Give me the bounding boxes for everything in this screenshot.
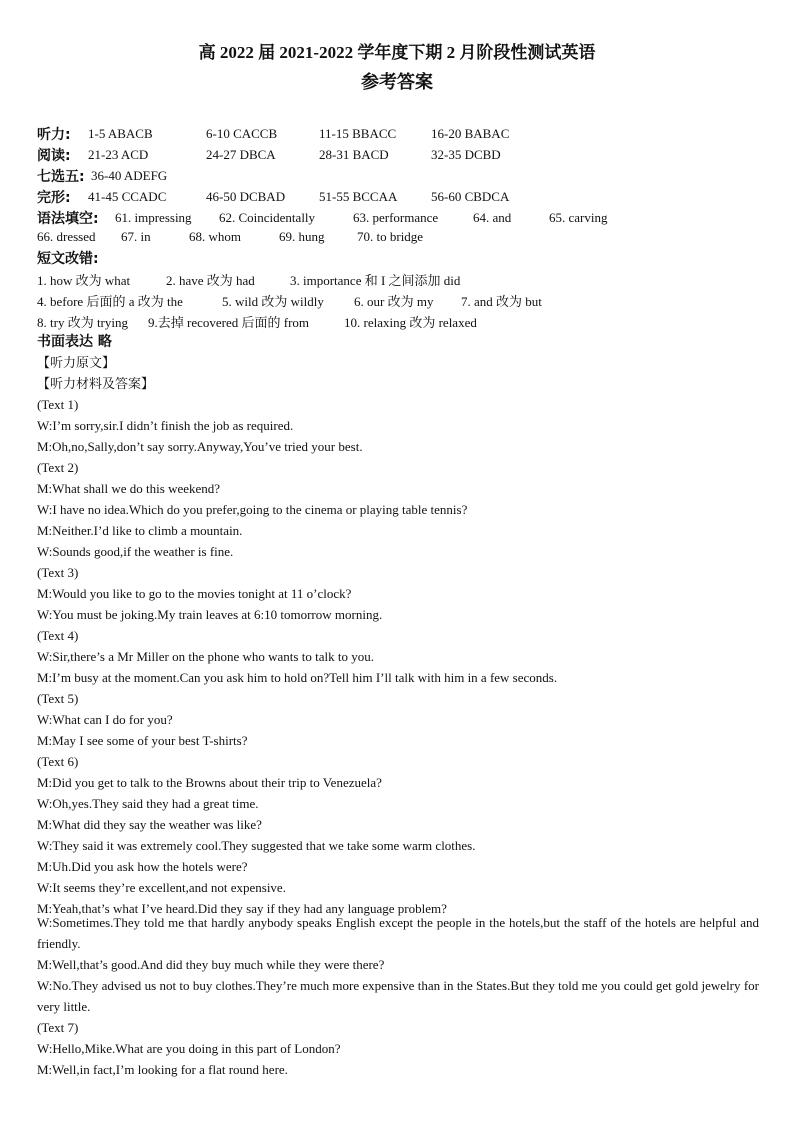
transcript-line: M:Oh,no,Sally,don’t say sorry.Anyway,You’ve tried your best. bbox=[37, 439, 363, 454]
transcript-line: M:Did you get to talk to the Browns about their trip to Venezuela? bbox=[37, 775, 382, 790]
answer-group: 46-50 DCBAD bbox=[206, 189, 286, 204]
transcript-line: (Text 1) bbox=[37, 397, 79, 412]
transcript-line: M:May I see some of your best T-shirts? bbox=[37, 733, 248, 748]
writing-label: 书面表达 略 bbox=[37, 334, 112, 350]
transcript-line: W:You must be joking.My train leaves at 6:10 tomorrow morning. bbox=[37, 607, 383, 622]
transcript-lines bbox=[37, 394, 759, 919]
transcript-line: W:I’m sorry,sir.I didn’t finish the job as required. bbox=[37, 418, 294, 433]
page-title: 高 2022 届 2021-2022 学年度下期 2 月阶段性测试英语 bbox=[198, 43, 596, 62]
transcript-line: M:Well,that’s good.And did they buy much while they were there? bbox=[37, 957, 385, 972]
transcript-line: M:Neither.I’d like to climb a mountain. bbox=[37, 523, 243, 538]
grammar-item: 64. and bbox=[473, 210, 512, 225]
transcript-line: W:Oh,yes.They said they had a great time. bbox=[37, 796, 259, 811]
cloze-label: 完形: bbox=[37, 190, 71, 206]
reading-label: 阅读: bbox=[37, 148, 71, 164]
transcript-line: W:It seems they’re excellent,and not expensive. bbox=[37, 880, 286, 895]
grammar-answers bbox=[37, 208, 99, 228]
transcript-heading: 【听力原文】 bbox=[37, 355, 116, 370]
writing-heading bbox=[37, 331, 112, 351]
answer-group: 1-5 ABACB bbox=[88, 126, 153, 141]
transcript-line: (Text 4) bbox=[37, 628, 79, 643]
answer-group: 21-23 ACD bbox=[88, 147, 149, 162]
correction-item: 7. and 改为 but bbox=[461, 294, 542, 309]
grammar-item: 62. Coincidentally bbox=[219, 210, 316, 225]
transcript-line: W:Sounds good,if the weather is fine. bbox=[37, 544, 234, 559]
transcript-line: M:Uh.Did you ask how the hotels were? bbox=[37, 859, 248, 874]
grammar-item: 67. in bbox=[121, 229, 151, 244]
transcript-subheading: 【听力材料及答案】 bbox=[37, 376, 155, 391]
seven-five-answers bbox=[37, 166, 85, 186]
transcript-line: M:Yeah,that’s what I’ve heard.Did they say if they had any language problem? bbox=[37, 901, 447, 916]
grammar-item: 66. dressed bbox=[37, 229, 96, 244]
reading-answers bbox=[37, 145, 71, 165]
correction-item: 9.去掉 recovered 后面的 from bbox=[148, 315, 310, 330]
transcript-line: W:I have no idea.Which do you prefer,going to the cinema or playing table tennis? bbox=[37, 502, 468, 517]
correction-item: 4. before 后面的 a 改为 the bbox=[37, 294, 183, 309]
correction-heading bbox=[37, 248, 99, 268]
transcript-line: (Text 7) bbox=[37, 1020, 79, 1035]
transcript-line: M:Would you like to go to the movies tonight at 11 o’clock? bbox=[37, 586, 352, 601]
seven-five-label: 七选五: bbox=[37, 169, 85, 185]
transcript-line: W:Hello,Mike.What are you doing in this part of London? bbox=[37, 1041, 341, 1056]
listening-label: 听力: bbox=[37, 127, 71, 143]
transcript-line: (Text 2) bbox=[37, 460, 79, 475]
transcript-line: (Text 5) bbox=[37, 691, 79, 706]
answer-group: 56-60 CBDCA bbox=[431, 189, 510, 204]
answer-group: 41-45 CCADC bbox=[88, 189, 167, 204]
correction-item: 5. wild 改为 wildly bbox=[222, 294, 324, 309]
listening-answers bbox=[37, 124, 71, 144]
answer-group: 36-40 ADEFG bbox=[91, 168, 168, 183]
correction-item: 6. our 改为 my bbox=[354, 294, 434, 309]
correction-item: 2. have 改为 had bbox=[166, 273, 255, 288]
answer-group: 24-27 DBCA bbox=[206, 147, 276, 162]
answer-group: 11-15 BBACC bbox=[319, 126, 397, 141]
answer-group: 6-10 CACCB bbox=[206, 126, 278, 141]
correction-item: 1. how 改为 what bbox=[37, 273, 131, 288]
correction-item: 3. importance 和 I 之间添加 did bbox=[290, 273, 461, 288]
grammar-item: 69. hung bbox=[279, 229, 325, 244]
transcript-line: (Text 6) bbox=[37, 754, 79, 769]
cloze-answers bbox=[37, 187, 71, 207]
transcript-line: W:What can I do for you? bbox=[37, 712, 173, 727]
transcript-line: W:Sir,there’s a Mr Miller on the phone who wants to talk to you. bbox=[37, 649, 374, 664]
answer-group: 32-35 DCBD bbox=[431, 147, 501, 162]
page-subtitle: 参考答案 bbox=[361, 72, 433, 92]
grammar-item: 65. carving bbox=[549, 210, 608, 225]
correction-item: 8. try 改为 trying bbox=[37, 315, 128, 330]
transcript-lines-tail bbox=[37, 1017, 759, 1080]
correction-label: 短文改错: bbox=[37, 251, 99, 267]
grammar-label: 语法填空: bbox=[37, 211, 99, 227]
transcript-line: W:Sometimes.They told me that hardly anybody speaks English except the people in the hotels,but the staff of the hotels are helpful and friendly. bbox=[37, 915, 759, 951]
transcript-line: M:Well,in fact,I’m looking for a flat round here. bbox=[37, 1062, 288, 1077]
grammar-item: 63. performance bbox=[353, 210, 439, 225]
transcript-line: W:No.They advised us not to buy clothes.They’re much more expensive than in the States.But they told me you could get gold jewelry for very little. bbox=[37, 978, 759, 1014]
grammar-item: 68. whom bbox=[189, 229, 241, 244]
transcript-line: (Text 3) bbox=[37, 565, 79, 580]
grammar-item: 70. to bridge bbox=[357, 229, 424, 244]
transcript-line: M:What did they say the weather was like? bbox=[37, 817, 262, 832]
answer-group: 51-55 BCCAA bbox=[319, 189, 398, 204]
answer-group: 16-20 BABAC bbox=[431, 126, 510, 141]
correction-item: 10. relaxing 改为 relaxed bbox=[344, 315, 477, 330]
transcript-line: M:I’m busy at the moment.Can you ask him to hold on?Tell him I’ll talk with him in a few seconds. bbox=[37, 670, 558, 685]
transcript-line: M:What shall we do this weekend? bbox=[37, 481, 221, 496]
grammar-item: 61. impressing bbox=[115, 210, 192, 225]
answer-group: 28-31 BACD bbox=[319, 147, 389, 162]
transcript-line: W:They said it was extremely cool.They suggested that we take some warm clothes. bbox=[37, 838, 476, 853]
